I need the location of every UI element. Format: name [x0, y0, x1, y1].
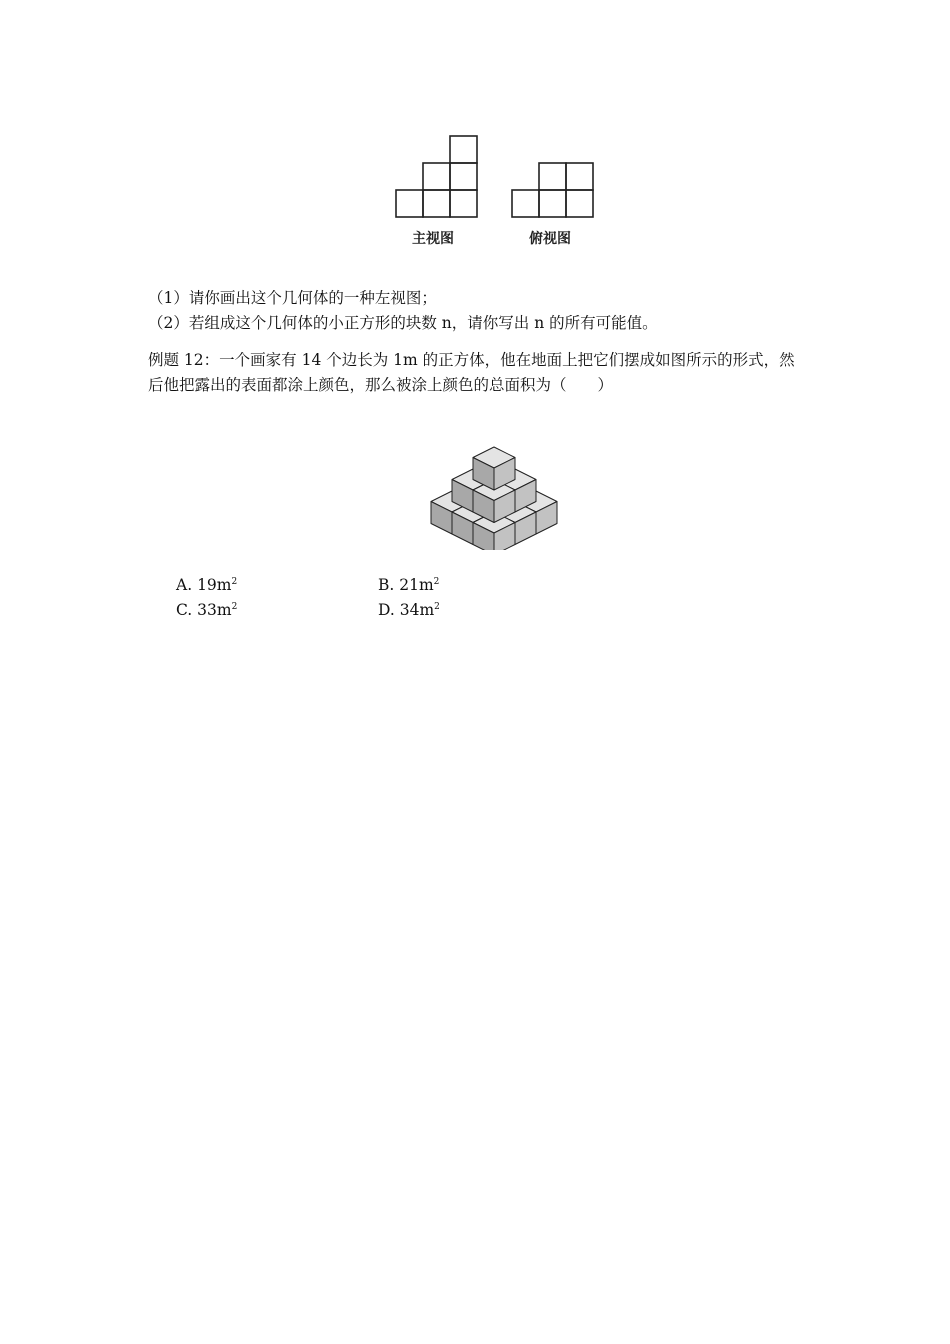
top-view-square [566, 163, 593, 190]
option-exponent: 2 [433, 576, 440, 587]
front-view-square [450, 190, 477, 217]
view-grids [392, 132, 602, 227]
three-view-figure [392, 132, 602, 257]
option-exponent: 2 [231, 601, 238, 612]
option-a [176, 576, 237, 594]
top-view-square [539, 163, 566, 190]
option-letter: C. [176, 601, 198, 619]
option-letter: B. [378, 576, 400, 594]
option-value: 34m [399, 601, 435, 619]
option-letter: A. [176, 576, 198, 594]
top-view-square [512, 190, 539, 217]
front-view-square [396, 190, 423, 217]
example-12-line-1: 例题 12：一个画家有 14 个边长为 1m 的正方体，他在地面上把它们摆成如图所示的形式，然 [148, 351, 795, 369]
option-exponent: 2 [434, 601, 440, 612]
question-1: （1）请你画出这个几何体的一种左视图； [148, 289, 437, 307]
option-value: 19m [197, 576, 232, 594]
option-d [378, 601, 440, 619]
cube-pyramid-figure [424, 420, 564, 550]
option-letter: D. [378, 601, 400, 619]
option-exponent: 2 [231, 576, 238, 587]
option-value: 21m [399, 576, 434, 594]
top-view-square [566, 190, 593, 217]
front-view-square [423, 163, 450, 190]
top-view-square [539, 190, 566, 217]
example-12-line-2: 后他把露出的表面都涂上颜色，那么被涂上颜色的总面积为（ ） [148, 376, 614, 394]
option-c [176, 601, 237, 619]
option-value: 33m [197, 601, 232, 619]
front-view-square [423, 190, 450, 217]
top-view-label: 俯视图 [529, 231, 571, 247]
question-2: （2）若组成这个几何体的小正方形的块数 n，请你写出 n 的所有可能值。 [148, 314, 658, 332]
front-view-square [450, 163, 477, 190]
front-view-square [450, 136, 477, 163]
option-b [378, 576, 439, 594]
front-view-label: 主视图 [412, 231, 454, 247]
